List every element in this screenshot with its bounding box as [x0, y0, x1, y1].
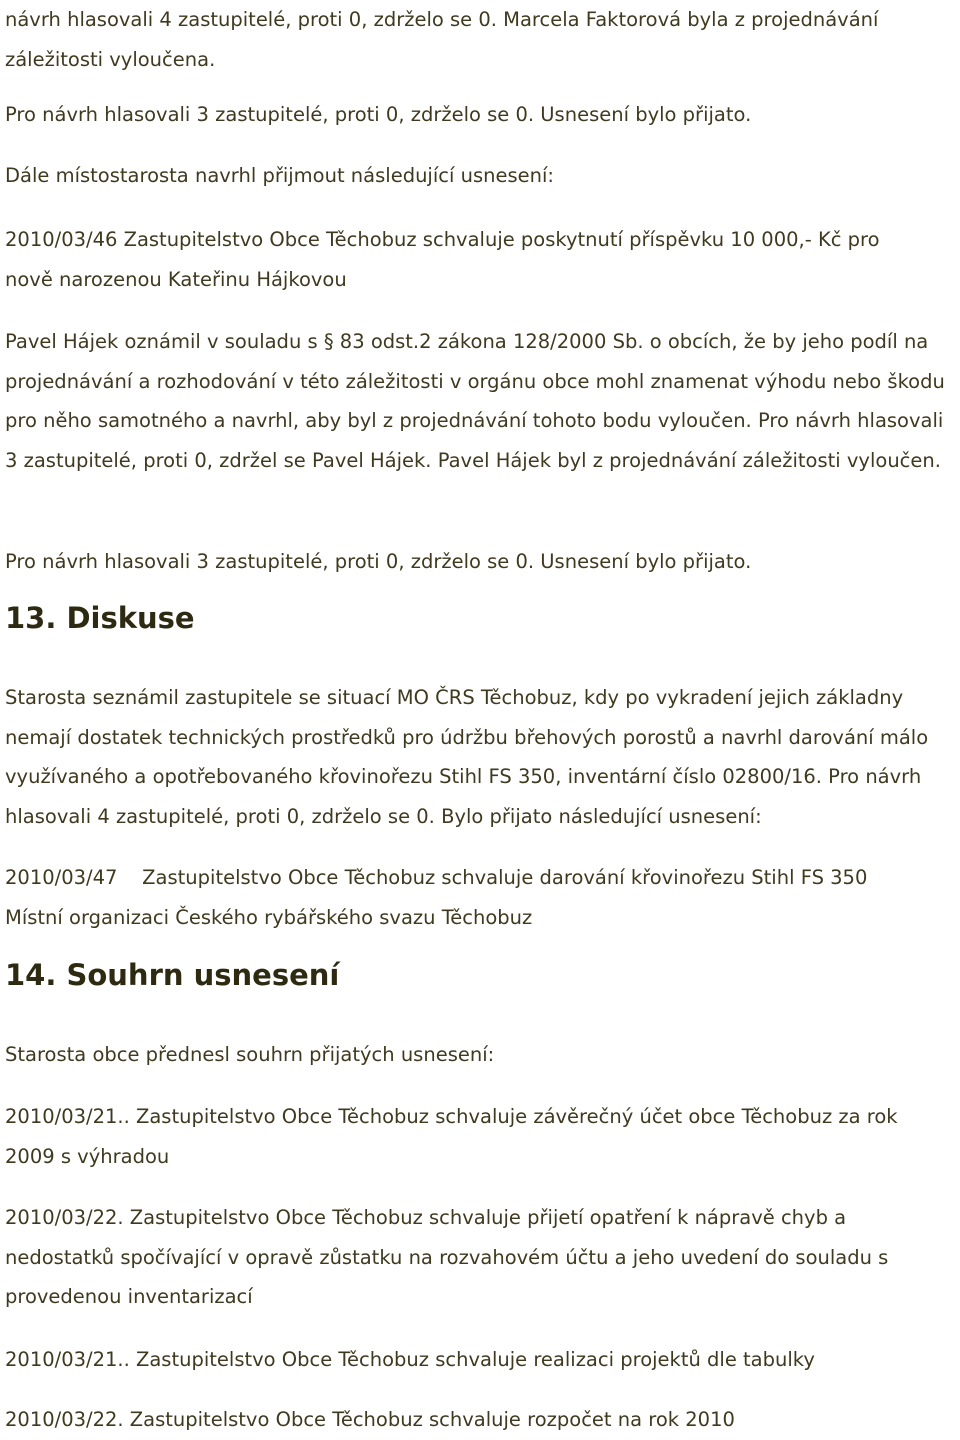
paragraph-discussion: Starosta seznámil zastupitele se situací MO ČRS Těchobuz, kdy po vykradení jejich základny nemají dostatek technických prostředků pro údržbu břehových porostů a navrhl darování málo využívaného a opotřebovaného křovinořezu Stihl FS 350, inventární číslo 02800/16. Pro návrh hlasovali 4 zastupitelé, proti 0, zdrželo se 0. Bylo přijato následující usnesení:: [5, 686, 935, 828]
paragraph-vote-result-2: Pro návrh hlasovali 3 zastupitelé, proti 0, zdrželo se 0. Usnesení bylo přijato.: [5, 550, 752, 573]
paragraph-proposal-intro: Dále místostarosta navrhl přijmout následující usnesení:: [5, 164, 554, 187]
list-item: 2010/03/22. Zastupitelstvo Obce Těchobuz schvaluje přijetí opatření k nápravě chyb a nedostatků spočívající v opravě zůstatku na rozvahovém účtu a jeho uvedení do souladu s provedenou inventarizací: [5, 1206, 895, 1308]
paragraph-resolution-47: 2010/03/47 Zastupitelstvo Obce Těchobuz schvaluje darování křovinořezu Stihl FS 350 Místní organizaci Českého rybářského svazu Těchobuz: [5, 866, 874, 929]
heading-section-13: 13. Diskuse: [5, 601, 195, 635]
list-item: 2010/03/22. Zastupitelstvo Obce Těchobuz schvaluje rozpočet na rok 2010: [5, 1408, 735, 1431]
paragraph-resolution-46: 2010/03/46 Zastupitelstvo Obce Těchobuz schvaluje poskytnutí příspěvku 10 000,- Kč pro nově narozenou Kateřinu Hájkovou: [5, 228, 886, 291]
list-item: 2010/03/21.. Zastupitelstvo Obce Těchobuz schvaluje realizaci projektů dle tabulky: [5, 1348, 815, 1371]
paragraph-summary-intro: Starosta obce přednesl souhrn přijatých usnesení:: [5, 1043, 495, 1066]
list-item: 2010/03/21.. Zastupitelstvo Obce Těchobuz schvaluje závěrečný účet obce Těchobuz za rok 2009 s výhradou: [5, 1105, 904, 1168]
paragraph-hajek-conflict: Pavel Hájek oznámil v souladu s § 83 odst.2 zákona 128/2000 Sb. o obcích, že by jeho podíl na projednávání a rozhodování v této záležitosti v orgánu obce mohl znamenat výhodu nebo škodu pro něho samotného a navrhl, aby byl z projednávání tohoto bodu vyloučen. Pro návrh hlasovali 3 zastupitelé, proti 0, zdržel se Pavel Hájek. Pavel Hájek byl z projednávání záležitosti vyloučen.: [5, 330, 952, 472]
heading-section-14: 14. Souhrn usnesení: [5, 958, 340, 992]
paragraph-vote-faktorova: návrh hlasovali 4 zastupitelé, proti 0, zdrželo se 0. Marcela Faktorová byla z projednávání záležitosti vyloučena.: [5, 8, 885, 71]
paragraph-vote-result-1: Pro návrh hlasovali 3 zastupitelé, proti 0, zdrželo se 0. Usnesení bylo přijato.: [5, 103, 752, 126]
